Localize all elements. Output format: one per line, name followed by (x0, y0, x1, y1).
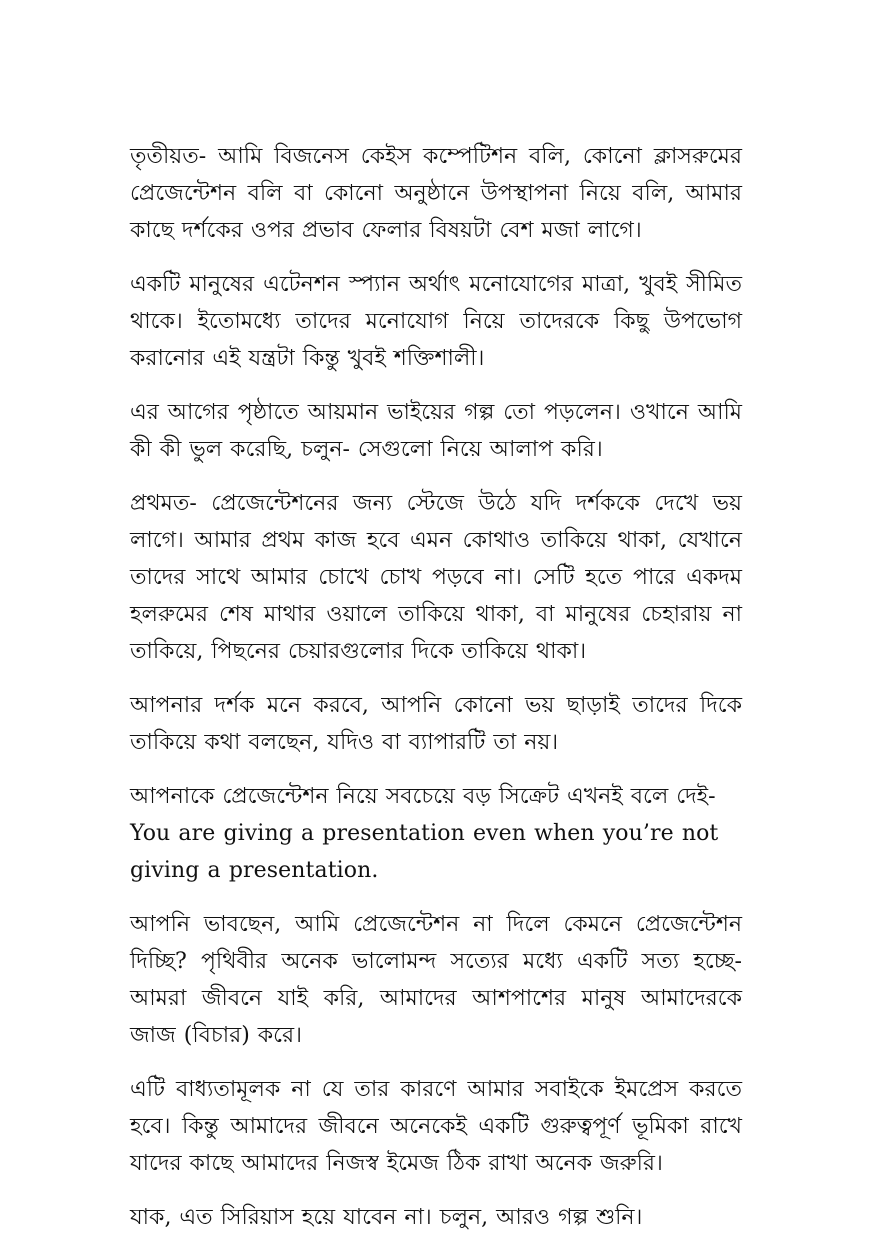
paragraph-previous-page: এর আগের পৃষ্ঠাতে আয়মান ভাইয়ের গল্প তো পড়লেন। ওখানে আমি কী কী ভুল করেছি, চলুন- সেগুলো নিয়ে আলাপ করি। (130, 400, 742, 462)
secret-intro-text: আপনাকে প্রেজেন্টেশন নিয়ে সবচেয়ে বড় সিক্রেট এখনই বলে দেই- (130, 784, 716, 809)
paragraph-secret (130, 778, 742, 889)
paragraph-you-wonder: আপনি ভাবছেন, আমি প্রেজেন্টেশন না দিলে কেমনে প্রেজেন্টেশন দিচ্ছি? পৃথিবীর অনেক ভালোমন্দ সত্যের মধ্যে একটি সত্য হচ্ছে- আমরা জীবনে যাই করি, আমাদের আশপাশের মানুষ আমাদেরকে জাজ (বিচার) করে। (130, 912, 742, 1048)
paragraph-closing: যাক, এত সিরিয়াস হয়ে যাবেন না। চলুন, আরও গল্প শুনি। (130, 1205, 643, 1230)
paragraph-not-mandatory: এটি বাধ্যতামূলক না যে তার কারণে আমার সবাইকে ইমপ্রেস করতে হবে। কিন্তু আমাদের জীবনে অনেকেই একটি গুরুত্বপূর্ণ ভূমিকা রাখে যাদের কাছে আমাদের নিজস্ব ইমেজ ঠিক রাখা অনেক জরুরি। (130, 1077, 742, 1176)
book-page-body (130, 138, 742, 1253)
paragraph-attention-span: একটি মানুষের এটেনশন স্প্যান অর্থাৎ মনোযোগের মাত্রা, খুবই সীমিত থাকে। ইতোমধ্যে তাদের মনোযোগ নিয়ে তাদেরকে কিছু উপভোগ করানোর এই যন্ত্রটা কিন্তু খুবই শক্তিশালী। (130, 272, 742, 371)
paragraph-audience-thinks: আপনার দর্শক মনে করবে, আপনি কোনো ভয় ছাড়াই তাদের দিকে তাকিয়ে কথা বলছেন, যদিও বা ব্যাপারটি তা নয়। (130, 693, 742, 755)
secret-english-quote: You are giving a presentation even when you’re not giving a presentation. (130, 821, 719, 883)
paragraph-firstly: প্রথমত- প্রেজেন্টেশনের জন্য স্টেজে উঠে যদি দর্শককে দেখে ভয় লাগে। আমার প্রথম কাজ হবে এমন কোথাও তাকিয়ে থাকা, যেখানে তাদের সাথে আমার চোখে চোখ পড়বে না। সেটি হতে পারে একদম হলরুমের শেষ মাথার ওয়ালে তাকিয়ে থাকা, বা মানুষের চেহারায় না তাকিয়ে, পিছনের চেয়ারগুলোর দিকে তাকিয়ে থাকা। (130, 491, 742, 664)
paragraph-thirdly: তৃতীয়ত- আমি বিজনেস কেইস কম্পেটিশন বলি, কোনো ক্লাসরুমের প্রেজেন্টেশন বলি বা কোনো অনুষ্ঠানে উপস্থাপনা নিয়ে বলি, আমার কাছে দর্শকের ওপর প্রভাব ফেলার বিষয়টা বেশ মজা লাগে। (130, 144, 742, 243)
